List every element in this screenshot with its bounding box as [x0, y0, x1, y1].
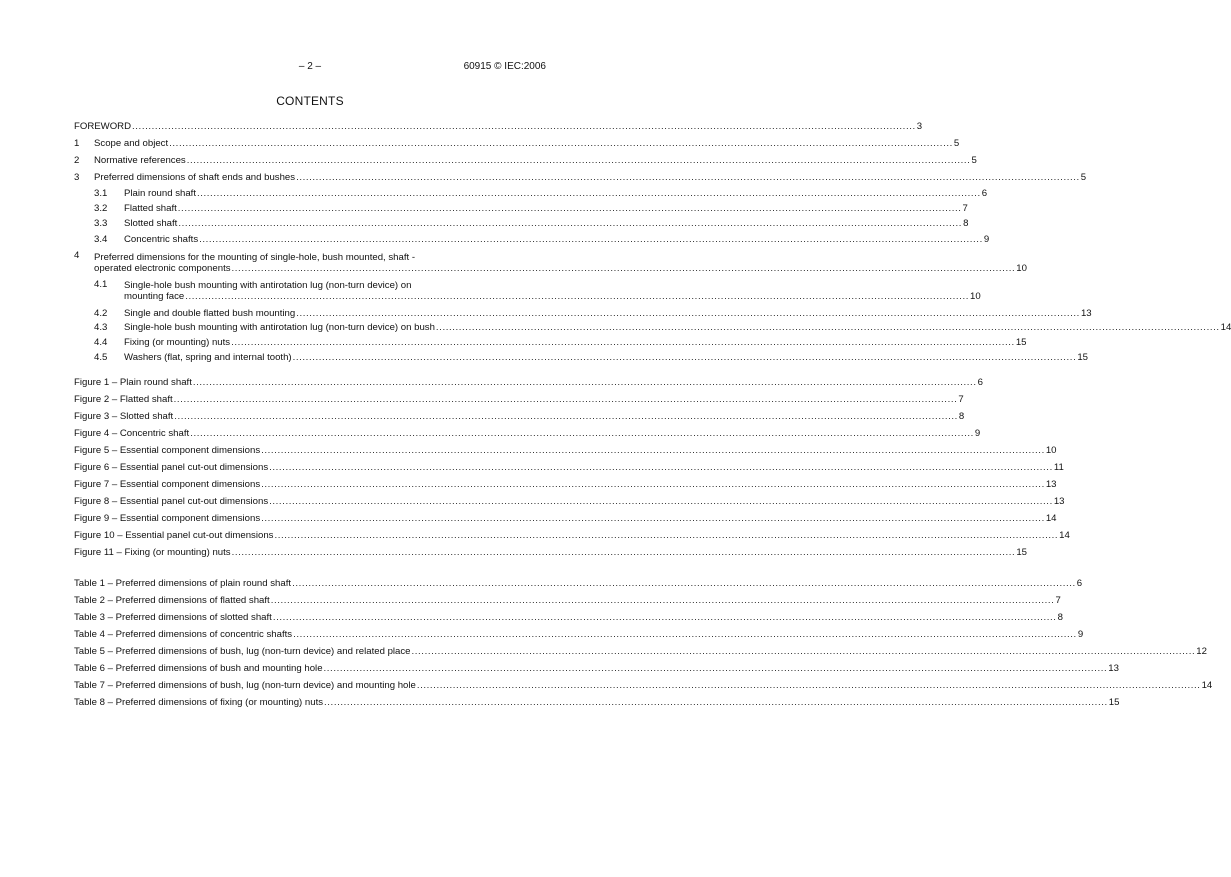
toc-subentry[interactable]: [74, 230, 990, 246]
dot-leader: [169, 138, 953, 149]
figure-entry[interactable]: [74, 474, 1057, 491]
toc-entry-label: Single and double flatted bush mounting: [124, 308, 296, 319]
figure-entry[interactable]: [74, 525, 1070, 542]
table-label: Table 1 – Preferred dimensions of plain round shaft: [74, 578, 292, 589]
dot-leader: [293, 352, 1077, 363]
toc-entry-page: 10: [1016, 263, 1027, 274]
figure-label: Figure 3 – Slotted shaft: [74, 411, 174, 422]
toc-entry-label: Single-hole bush mounting with antirotation lug (non-turn device) on: [124, 280, 412, 291]
table-page: 13: [1108, 663, 1119, 674]
toc-entry-label: Washers (flat, spring and internal tooth): [124, 352, 292, 363]
figure-label: Figure 8 – Essential panel cut-out dimensions: [74, 496, 269, 507]
toc-entry-number: 4.2: [94, 308, 108, 319]
toc-entry[interactable]: [74, 150, 977, 167]
toc-sections: [74, 116, 1231, 364]
toc-entry-label-cont: operated electronic components: [94, 263, 231, 274]
toc-entry-number: 4: [74, 250, 80, 261]
figure-label: Figure 11 – Fixing (or mounting) nuts: [74, 547, 231, 558]
dot-leader: [261, 479, 1045, 490]
toc-entry-page: 15: [1077, 352, 1089, 363]
toc-tables: [74, 573, 1213, 709]
toc-entry-page: 7: [962, 203, 968, 214]
toc-entry-number: 4.1: [94, 279, 108, 290]
toc-figures: [74, 372, 1070, 559]
table-page: 12: [1196, 646, 1207, 657]
table-label: Table 8 – Preferred dimensions of fixing (or mounting) nuts: [74, 697, 324, 708]
toc-subentry[interactable]: [74, 303, 1092, 320]
toc-entry[interactable]: [74, 167, 1087, 184]
table-label: Table 7 – Preferred dimensions of bush, lug (non-turn device) and mounting hole: [74, 680, 416, 691]
table-entry[interactable]: [74, 658, 1119, 675]
figure-entry[interactable]: [74, 372, 983, 389]
toc-entry-number: 4.4: [94, 337, 108, 348]
figure-page: 14: [1045, 513, 1057, 524]
figure-page: 15: [1016, 547, 1027, 558]
toc-subentry[interactable]: [74, 184, 988, 200]
toc-entry-page: 15: [1015, 337, 1027, 348]
dot-leader: [261, 513, 1045, 524]
toc-entry-page: 5: [1080, 172, 1087, 183]
toc-entry-label: FOREWORD: [74, 121, 132, 132]
toc-entry-page: 3: [916, 121, 923, 132]
figure-entry[interactable]: [74, 542, 1027, 559]
dot-leader: [174, 411, 958, 422]
figure-page: 11: [1053, 462, 1064, 473]
figure-label: Figure 6 – Essential panel cut-out dimensions: [74, 462, 269, 473]
dot-leader: [178, 218, 962, 229]
table-page: 14: [1201, 680, 1213, 691]
toc-entry-number: 1: [74, 138, 80, 149]
figure-entry[interactable]: [74, 457, 1064, 474]
toc-subentry[interactable]: [74, 200, 968, 215]
toc-entry-label: Flatted shaft: [124, 203, 177, 214]
page-number: – 2 –: [298, 61, 322, 72]
toc-subentry[interactable]: [74, 275, 981, 303]
toc-entry-label: Slotted shaft: [124, 218, 178, 229]
dot-leader: [296, 172, 1080, 183]
toc-entry-number: 3: [74, 172, 80, 183]
toc-entry-page: 9: [983, 234, 990, 245]
toc-entry-page: 5: [971, 155, 977, 166]
table-entry[interactable]: [74, 607, 1063, 624]
toc-entry-number: 4.3: [94, 322, 108, 333]
toc-subentry[interactable]: [74, 334, 1027, 349]
dot-leader: [232, 547, 1016, 558]
dot-leader: [178, 203, 962, 214]
toc-entry-label: Plain round shaft: [124, 188, 196, 199]
dot-leader: [185, 291, 969, 302]
dot-leader: [296, 308, 1080, 319]
dot-leader: [274, 530, 1058, 541]
dot-leader: [193, 377, 977, 388]
dot-leader: [412, 646, 1196, 657]
toc-entry-label: Preferred dimensions of shaft ends and bushes: [94, 172, 296, 183]
toc-entry-page: 8: [963, 218, 969, 229]
dot-leader: [261, 445, 1045, 456]
figure-entry[interactable]: [74, 491, 1065, 508]
table-page: 7: [1055, 595, 1061, 606]
table-page: 9: [1077, 629, 1084, 640]
dot-leader: [293, 629, 1077, 640]
figure-page: 9: [974, 428, 981, 439]
toc-entry[interactable]: [74, 246, 1027, 275]
document-id: 60915 © IEC:2006: [463, 61, 546, 72]
toc-entry-number: 2: [74, 155, 80, 166]
toc-entry-page: 14: [1220, 322, 1231, 333]
toc-entry-label: Single-hole bush mounting with antirotation lug (non-turn device) on bush: [124, 322, 435, 333]
table-entry[interactable]: [74, 624, 1084, 641]
figure-entry[interactable]: [74, 508, 1057, 525]
figure-page: 14: [1059, 530, 1070, 541]
table-entry[interactable]: [74, 692, 1120, 709]
dot-leader: [324, 663, 1108, 674]
dot-leader: [197, 188, 981, 199]
figure-label: Figure 10 – Essential panel cut-out dimensions: [74, 530, 274, 541]
dot-leader: [436, 322, 1220, 333]
table-entry[interactable]: [74, 573, 1083, 590]
table-page: 8: [1057, 612, 1063, 623]
figure-entry[interactable]: [74, 423, 981, 440]
table-label: Table 6 – Preferred dimensions of bush and mounting hole: [74, 663, 323, 674]
toc-entry-foreword[interactable]: [74, 116, 923, 133]
toc-entry-page: 10: [969, 291, 981, 302]
toc-entry[interactable]: [74, 133, 960, 150]
figure-label: Figure 7 – Essential component dimensions: [74, 479, 261, 490]
dot-leader: [174, 394, 958, 405]
toc-entry-number: 3.2: [94, 203, 108, 214]
toc-subentry[interactable]: [74, 215, 969, 230]
table-label: Table 3 – Preferred dimensions of slotted shaft: [74, 612, 272, 623]
dot-leader: [269, 496, 1053, 507]
figure-label: Figure 5 – Essential component dimensions: [74, 445, 261, 456]
toc-subentry[interactable]: [74, 349, 1089, 364]
toc-entry-page: 5: [953, 138, 960, 149]
dot-leader: [417, 680, 1201, 691]
table-entry[interactable]: [74, 590, 1061, 607]
dot-leader: [187, 155, 971, 166]
toc-entry-number: 3.1: [94, 188, 108, 199]
dot-leader: [292, 578, 1076, 589]
toc-entry-label: Concentric shafts: [124, 234, 199, 245]
dot-leader: [232, 263, 1016, 274]
dot-leader: [269, 462, 1053, 473]
toc-entry-label: Fixing (or mounting) nuts: [124, 337, 231, 348]
table-page: 15: [1108, 697, 1120, 708]
dot-leader: [231, 337, 1015, 348]
toc-entry-label: Normative references: [94, 155, 186, 166]
figure-entry[interactable]: [74, 440, 1057, 457]
figure-page: 13: [1053, 496, 1065, 507]
table-page: 6: [1076, 578, 1083, 589]
figure-label: Figure 4 – Concentric shaft: [74, 428, 190, 439]
figure-entry[interactable]: [74, 406, 965, 423]
table-label: Table 2 – Preferred dimensions of flatted shaft: [74, 595, 270, 606]
contents-title: CONTENTS: [276, 94, 344, 108]
figure-entry[interactable]: [74, 389, 964, 406]
figure-page: 13: [1045, 479, 1057, 490]
table-entry[interactable]: [74, 675, 1213, 692]
figure-page: 8: [958, 411, 965, 422]
toc-entry-number: 3.3: [94, 218, 108, 229]
figure-page: 10: [1045, 445, 1057, 456]
toc-subentry[interactable]: [74, 320, 1231, 334]
figure-label: Figure 9 – Essential component dimensions: [74, 513, 261, 524]
dot-leader: [324, 697, 1108, 708]
figure-label: Figure 2 – Flatted shaft: [74, 394, 173, 405]
toc-entry-label: Preferred dimensions for the mounting of single-hole, bush mounted, shaft -: [94, 252, 416, 263]
toc-entry-number: 3.4: [94, 234, 108, 245]
dot-leader: [132, 121, 916, 132]
toc-entry-label-cont: mounting face: [124, 291, 185, 302]
toc-entry-number: 4.5: [94, 352, 108, 363]
dot-leader: [271, 595, 1055, 606]
dot-leader: [190, 428, 974, 439]
toc-entry-label: Scope and object: [94, 138, 169, 149]
table-label: Table 5 – Preferred dimensions of bush, lug (non-turn device) and related place: [74, 646, 411, 657]
figure-label: Figure 1 – Plain round shaft: [74, 377, 192, 388]
table-label: Table 4 – Preferred dimensions of concentric shafts: [74, 629, 293, 640]
dot-leader: [199, 234, 983, 245]
figure-page: 6: [977, 377, 983, 388]
dot-leader: [273, 612, 1057, 623]
toc-entry-page: 13: [1080, 308, 1092, 319]
figure-page: 7: [958, 394, 964, 405]
toc-entry-page: 6: [981, 188, 988, 199]
table-entry[interactable]: [74, 641, 1207, 658]
